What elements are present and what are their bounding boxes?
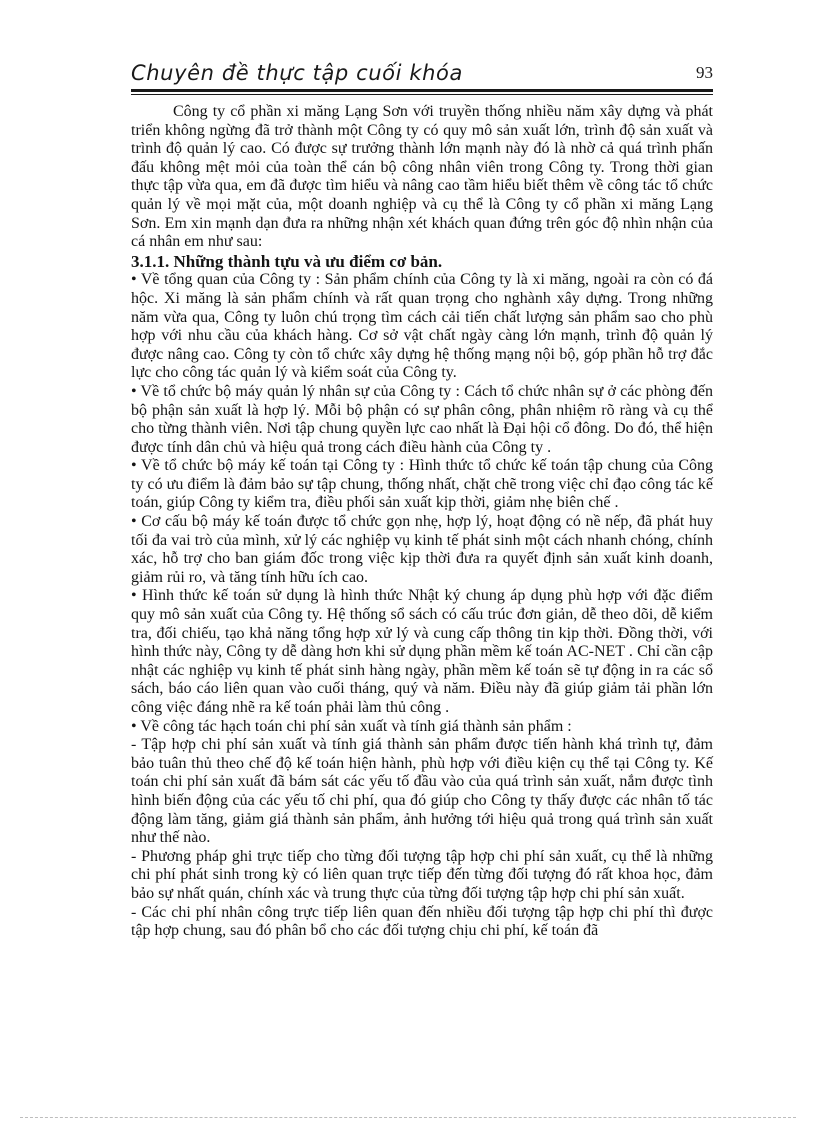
- section-heading: 3.1.1. Những thành tựu và ưu điểm cơ bản.: [131, 251, 443, 271]
- header-rule-thin: [131, 94, 713, 95]
- paragraph-cost-1: - Tập hợp chi phí sản xuất và tính giá thành sản phẩm được tiến hành khá trình tự, đảm bảo tuân thủ theo chế độ kế toán hiện hành, phù hợp với điều kiện cụ thể tại Công ty. Kế toán chi phí sản xuất đã bám sát các yếu tố đầu vào của quá trình sản xuất, nắm được tình hình biến động của các yếu tố chi phí, qua đó giúp cho Công ty thấy được các nhân tố tác động làm tăng, giảm giá thành sản phẩm, ảnh hưởng tới hiệu quả trong quá trình sản xuất như thế nào.: [131, 736, 713, 847]
- paragraph-accounting-org: • Về tổ chức bộ máy kế toán tại Công ty : Hình thức tổ chức kế toán tập chung của Công ty có ưu điểm là đảm bảo sự tập chung, thống nhất, chặt chẽ trong việc chỉ đạo công tác kế toán, giúp Công ty kiểm tra, điều phối sản xuất kịp thời, giảm nhẹ biên chế .: [131, 457, 713, 512]
- header-title: Chuyên đề thực tập cuối khóa: [131, 61, 463, 85]
- intro-paragraph: Công ty cổ phần xi măng Lạng Sơn với truyền thống nhiều năm xây dựng và phát triển không ngừng đã trở thành một Công ty có quy mô sản xuất lớn, trình độ sản xuất và trình độ quản lý cao. Có được sự trưởng thành lớn mạnh này đó là nhờ cả quá trình phấn đấu không mệt mỏi của toàn thể cán bộ công nhân viên trong Công ty. Trong thời gian thực tập vừa qua, em đã được tìm hiểu và nâng cao tầm hiểu biết thêm về công tác tổ chức quản lý về mọi mặt của, một doanh nghiệp và cụ thể là Công ty cổ phần xi măng Lạng Sơn. Em xin mạnh dạn đưa ra những nhận xét khách quan đứng trên góc độ nhìn nhận của cá nhân em như sau:: [131, 103, 713, 251]
- paragraph-overview: • Về tổng quan của Công ty : Sản phẩm chính của Công ty là xi măng, ngoài ra còn có đá hộc. Xi măng là sản phẩm chính và rất quan trọng cho nghành xây dựng. Trong những năm vừa qua, Công ty luôn chú trọng tìm cách cải tiến chất lượng sản phẩm sao cho phù hợp với nhu cầu của khách hàng. Cơ sở vật chất ngày càng lớn mạnh, trình độ quản lý được nâng cao. Công ty còn tổ chức xây dựng hệ thống mạng nội bộ, góp phần hỗ trợ đắc lực cho công tác quản lý và kiểm soát của Công ty.: [131, 271, 713, 382]
- bottom-dashed-border: [20, 1117, 796, 1118]
- page-number: 93: [696, 63, 713, 82]
- paragraph-cost-heading: • Về công tác hạch toán chi phí sản xuất và tính giá thành sản phẩm :: [131, 717, 572, 735]
- page-header: [131, 60, 713, 92]
- document-body: [131, 103, 713, 941]
- paragraph-hr: • Về tổ chức bộ máy quản lý nhân sự của Công ty : Cách tổ chức nhân sự ở các phòng đến bộ phận sản xuất là hợp lý. Mỗi bộ phận có sự phân công, phân nhiệm rõ ràng và cụ thể cho từng thành viên. Nơi tập chung quyền lực cao nhất là Đại hội cổ đông. Do đó, thể hiện được tính dân chủ và hiệu quả trong cách điều hành của Công ty .: [131, 382, 713, 456]
- paragraph-accounting-form: • Hình thức kế toán sử dụng là hình thức Nhật ký chung áp dụng phù hợp với đặc điểm quy mô sản xuất của Công ty. Hệ thống sổ sách có cấu trúc đơn giản, dễ theo dõi, dễ kiểm tra, đối chiếu, tạo khả năng tổng hợp xử lý và cung cấp thông tin kịp thời. Đồng thời, với hình thức này, Công ty dễ dàng hơn khi sử dụng phần mềm kế toán AC-NET . Chỉ cần cập nhật các nghiệp vụ kinh tế phát sinh hàng ngày, phần mềm kế toán sẽ tự động in ra các sổ sách, báo cáo liên quan vào cuối tháng, quý và năm. Điều này đã giúp giảm tải phần lớn công việc đáng nhẽ ra kế toán phải làm thủ công .: [131, 587, 713, 716]
- header-rule-thick: [131, 89, 713, 92]
- paragraph-accounting-structure: • Cơ cấu bộ máy kế toán được tổ chức gọn nhẹ, hợp lý, hoạt động có nề nếp, đã phát huy tối đa vai trò của mình, xử lý các nghiệp vụ kinh tế phát sinh một cách nhanh chóng, chính xác, hỗ trợ cho ban giám đốc trong việc kịp thời đưa ra quyết định sản xuất kinh doanh, giảm rủi ro, và tăng tính hữu ích cao.: [131, 513, 713, 586]
- paragraph-cost-2: - Phương pháp ghi trực tiếp cho từng đối tượng tập hợp chi phí sản xuất, cụ thể là những chi phí phát sinh trong kỳ có liên quan trực tiếp đến từng đối tượng đó rất khoa học, đảm bảo sự nhất quán, chính xác và trung thực của từng đối tượng tập hợp chi phí sản xuất.: [131, 847, 713, 902]
- paragraph-cost-3: - Các chi phí nhân công trực tiếp liên quan đến nhiều đối tượng tập hợp chi phí thì được tập hợp chung, sau đó phân bổ cho các đối tượng chịu chi phí, kế toán đã: [131, 903, 713, 940]
